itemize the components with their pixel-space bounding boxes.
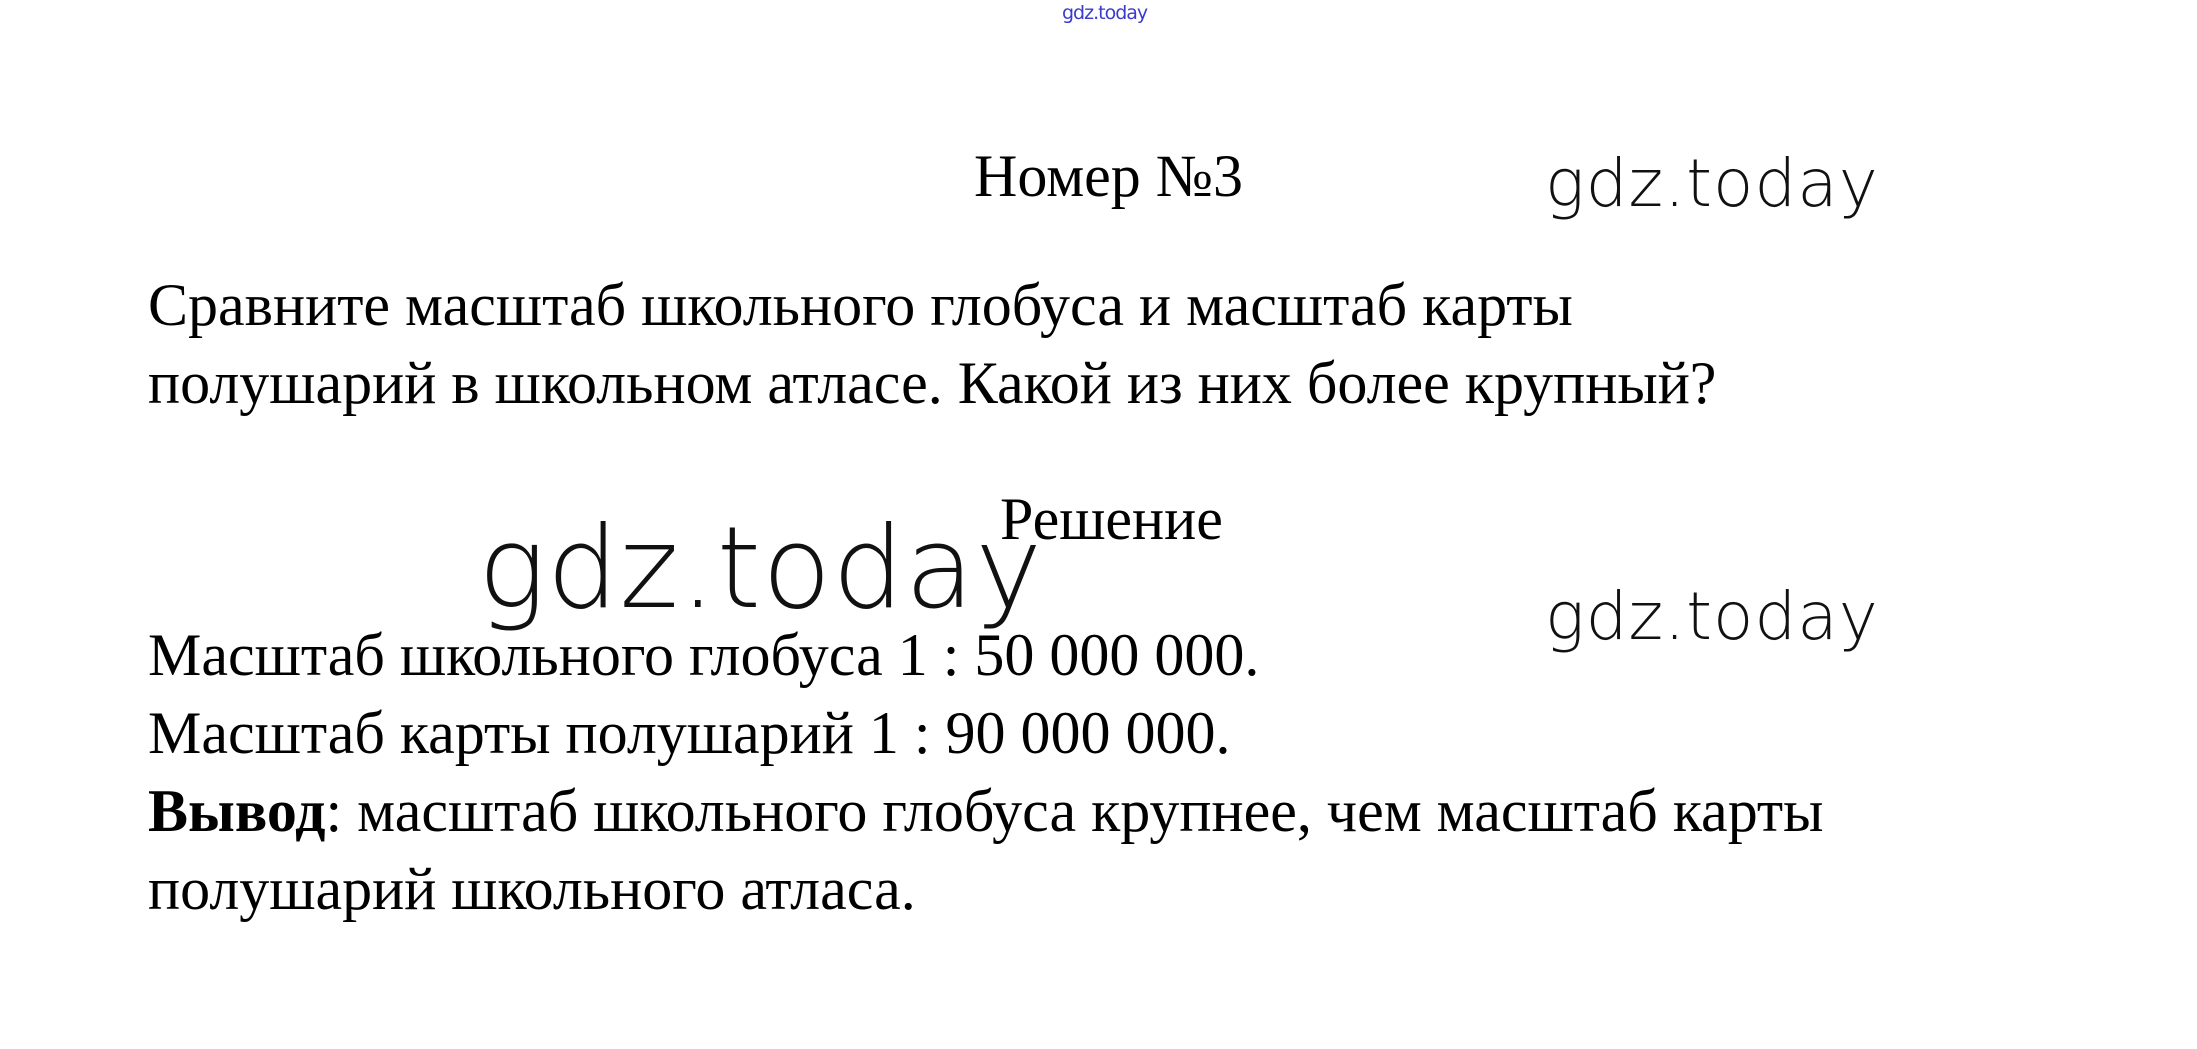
- watermark-top-right: gdz.today: [1545, 145, 1879, 222]
- answer-line-globe-scale: Масштаб школьного глобуса 1 : 50 000 000.: [148, 622, 1260, 688]
- watermark-middle-large: gdz.today: [478, 502, 1044, 634]
- answer-line-map-scale: Масштаб карты полушарий 1 : 90 000 000.: [148, 700, 1231, 766]
- task-title: Номер №3: [974, 143, 1244, 209]
- conclusion-text: : масштаб школьного глобуса крупнее, чем масштаб карты: [325, 778, 1824, 844]
- conclusion-label: Вывод: [148, 778, 326, 844]
- watermark-middle-right: gdz.today: [1545, 578, 1879, 655]
- conclusion-line: [148, 772, 1823, 850]
- question-line-2: полушарий в школьном атласе. Какой из них более крупный?: [148, 350, 1717, 416]
- question-line-1: Сравните масштаб школьного глобуса и масштаб карты: [148, 272, 1573, 338]
- site-mark: gdz.today: [1062, 2, 1148, 24]
- solution-heading: Решение: [1000, 486, 1223, 552]
- conclusion-line-2: полушарий школьного атласа.: [148, 856, 916, 922]
